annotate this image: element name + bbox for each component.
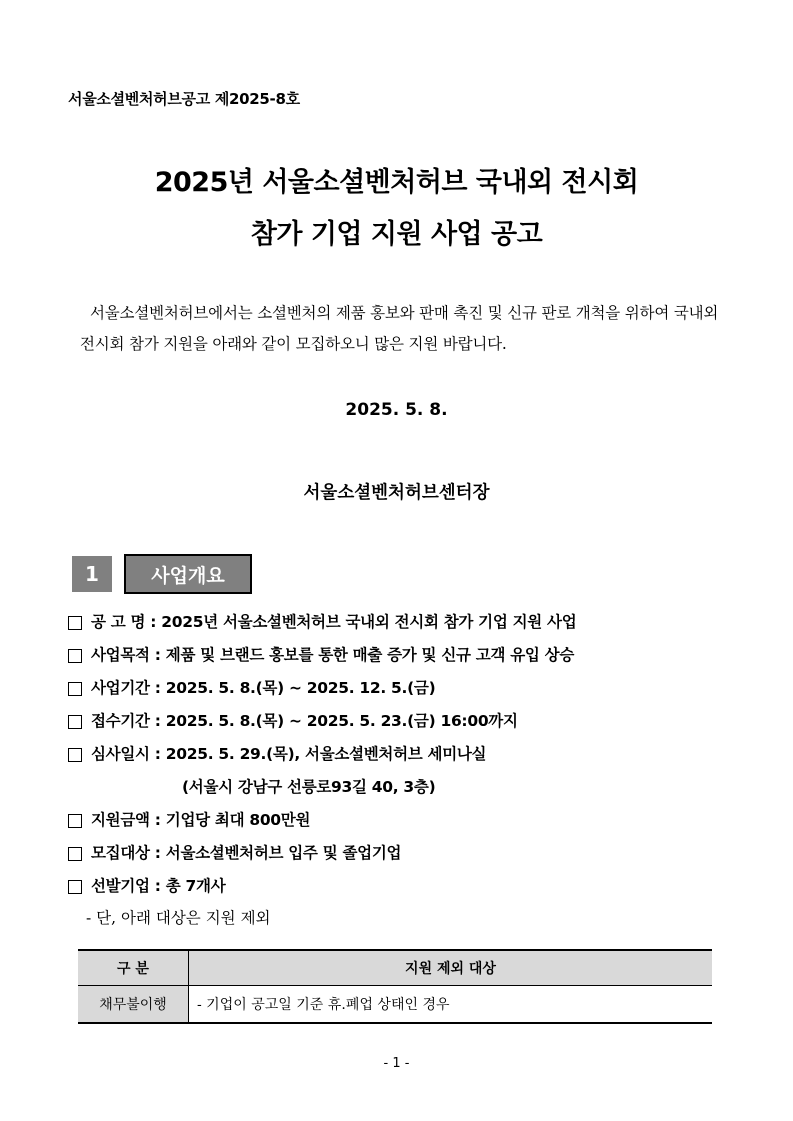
checkbox-icon xyxy=(68,748,82,762)
list-item-support-amount: 지원금액 : 기업당 최대 800만원 xyxy=(68,804,748,837)
list-item-review-address: (서울시 강남구 선릉로93길 40, 3층) xyxy=(182,778,436,796)
checkbox-icon xyxy=(68,682,82,696)
intro-paragraph: 서울소셜벤처허브에서는 소셜벤처의 제품 홍보와 판매 촉진 및 신규 판로 개척을 위하여 국내외 전시회 참가 지원을 아래와 같이 모집하오니 많은 지원 바랍니다. xyxy=(80,304,719,353)
table-cell-category: 채무불이행 xyxy=(78,986,189,1024)
issuing-organization: 서울소셜벤처허브센터장 xyxy=(303,483,490,503)
table-cell-target: - 기업이 공고일 기준 휴․폐업 상태인 경우 xyxy=(189,986,713,1024)
checkbox-icon xyxy=(68,616,82,630)
overview-list xyxy=(68,606,748,936)
list-item-period: 사업기간 : 2025. 5. 8.(목) ~ 2025. 12. 5.(금) xyxy=(68,672,748,705)
table-row xyxy=(78,986,712,1024)
checkbox-icon xyxy=(68,847,82,861)
table-header-category: 구 분 xyxy=(78,950,189,986)
page-number: - 1 - xyxy=(383,1056,410,1071)
list-item-selection-count: 선발기업 : 총 7개사 xyxy=(68,870,748,903)
page-title-line-2: 참가 기업 지원 사업 공고 xyxy=(250,219,543,250)
list-item-review-date: 심사일시 : 2025. 5. 29.(목), 서울소셜벤처허브 세미나실 xyxy=(68,738,748,771)
exclusion-table xyxy=(78,949,712,1024)
document-number: 서울소셜벤처허브공고 제2025-8호 xyxy=(68,90,300,108)
list-item-application-period: 접수기간 : 2025. 5. 8.(목) ~ 2025. 5. 23.(금) 16:00까지 xyxy=(68,705,748,738)
checkbox-icon xyxy=(68,814,82,828)
checkbox-icon xyxy=(68,880,82,894)
announcement-date: 2025. 5. 8. xyxy=(345,400,448,420)
section-title: 사업개요 xyxy=(124,554,252,594)
page-title-line-1: 2025년 서울소셜벤처허브 국내외 전시회 xyxy=(154,167,639,198)
checkbox-icon xyxy=(68,715,82,729)
table-header-target: 지원 제외 대상 xyxy=(189,950,713,986)
exclusion-note: - 단, 아래 대상은 지원 제외 xyxy=(86,909,271,927)
list-item-eligibility: 모집대상 : 서울소셜벤처허브 입주 및 졸업기업 xyxy=(68,837,748,870)
list-item-purpose: 사업목적 : 제품 및 브랜드 홍보를 통한 매출 증가 및 신규 고객 유입 상승 xyxy=(68,639,748,672)
list-item-announcement-name: 공 고 명 : 2025년 서울소셜벤처허브 국내외 전시회 참가 기업 지원 사업 xyxy=(68,606,748,639)
checkbox-icon xyxy=(68,649,82,663)
table-header-row xyxy=(78,950,712,986)
section-number-badge: 1 xyxy=(72,556,112,592)
